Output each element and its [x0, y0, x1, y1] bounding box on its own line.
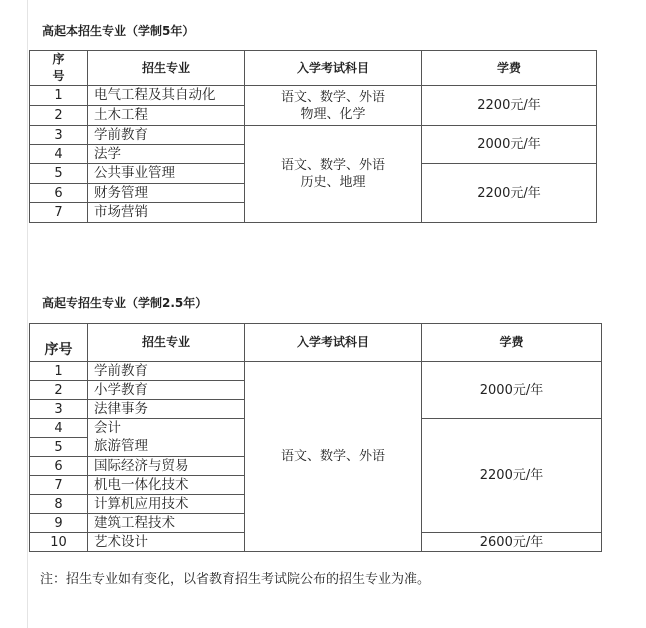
row-number: 5	[30, 164, 88, 184]
row-number: 10	[30, 533, 88, 552]
table-header-row	[30, 324, 602, 362]
section2-title: 高起专招生专业（学制2.5年）	[42, 296, 208, 310]
footnote: 注：招生专业如有变化，以省教育招生考试院公布的招生专业为准。	[40, 572, 431, 587]
table-header-row	[30, 51, 597, 86]
major-name: 建筑工程技术	[88, 514, 245, 533]
table-row	[30, 362, 602, 381]
section1-table	[29, 50, 597, 223]
tuition-fee: 2000元/年	[422, 362, 602, 419]
major-header: 招生专业	[88, 51, 245, 86]
seq-header: 序号	[30, 324, 88, 362]
major-name: 机电一体化技术	[88, 476, 245, 495]
tuition-fee: 2600元/年	[422, 533, 602, 552]
major-name: 旅游管理	[88, 438, 245, 457]
row-number: 2	[30, 381, 88, 400]
row-number: 6	[30, 457, 88, 476]
exam-subjects: 语文、数学、外语 物理、化学	[245, 86, 422, 126]
section1-title: 高起本招生专业（学制5年）	[42, 24, 195, 38]
major-name: 会计	[88, 419, 245, 438]
major-name: 国际经济与贸易	[88, 457, 245, 476]
tuition-fee: 2200元/年	[422, 86, 597, 126]
row-number: 7	[30, 203, 88, 223]
row-number: 8	[30, 495, 88, 514]
tuition-fee: 2000元/年	[422, 126, 597, 164]
row-number: 1	[30, 362, 88, 381]
row-number: 4	[30, 419, 88, 438]
major-name: 法学	[88, 145, 245, 164]
major-name: 市场营销	[88, 203, 245, 223]
exam-subjects: 语文、数学、外语 历史、地理	[245, 126, 422, 223]
major-header: 招生专业	[88, 324, 245, 362]
major-name: 财务管理	[88, 184, 245, 203]
section2-table	[29, 323, 602, 552]
row-number: 9	[30, 514, 88, 533]
row-number: 3	[30, 126, 88, 145]
major-name: 公共事业管理	[88, 164, 245, 184]
table-row	[30, 126, 597, 145]
row-number: 3	[30, 400, 88, 419]
seq-header: 序 号	[30, 51, 88, 86]
major-name: 小学教育	[88, 381, 245, 400]
page-left-rule	[27, 0, 28, 628]
row-number: 1	[30, 86, 88, 106]
tuition-fee: 2200元/年	[422, 164, 597, 223]
major-name: 计算机应用技术	[88, 495, 245, 514]
major-name: 法律事务	[88, 400, 245, 419]
fee-header: 学费	[422, 51, 597, 86]
subjects-header: 入学考试科目	[245, 324, 422, 362]
major-name: 学前教育	[88, 362, 245, 381]
row-number: 2	[30, 106, 88, 126]
exam-subjects: 语文、数学、外语	[245, 362, 422, 552]
row-number: 6	[30, 184, 88, 203]
major-name: 土木工程	[88, 106, 245, 126]
subjects-header: 入学考试科目	[245, 51, 422, 86]
major-name: 学前教育	[88, 126, 245, 145]
major-name: 电气工程及其自动化	[88, 86, 245, 106]
fee-header: 学费	[422, 324, 602, 362]
row-number: 7	[30, 476, 88, 495]
table-row	[30, 86, 597, 106]
major-name: 艺术设计	[88, 533, 245, 552]
row-number: 5	[30, 438, 88, 457]
tuition-fee: 2200元/年	[422, 419, 602, 533]
row-number: 4	[30, 145, 88, 164]
